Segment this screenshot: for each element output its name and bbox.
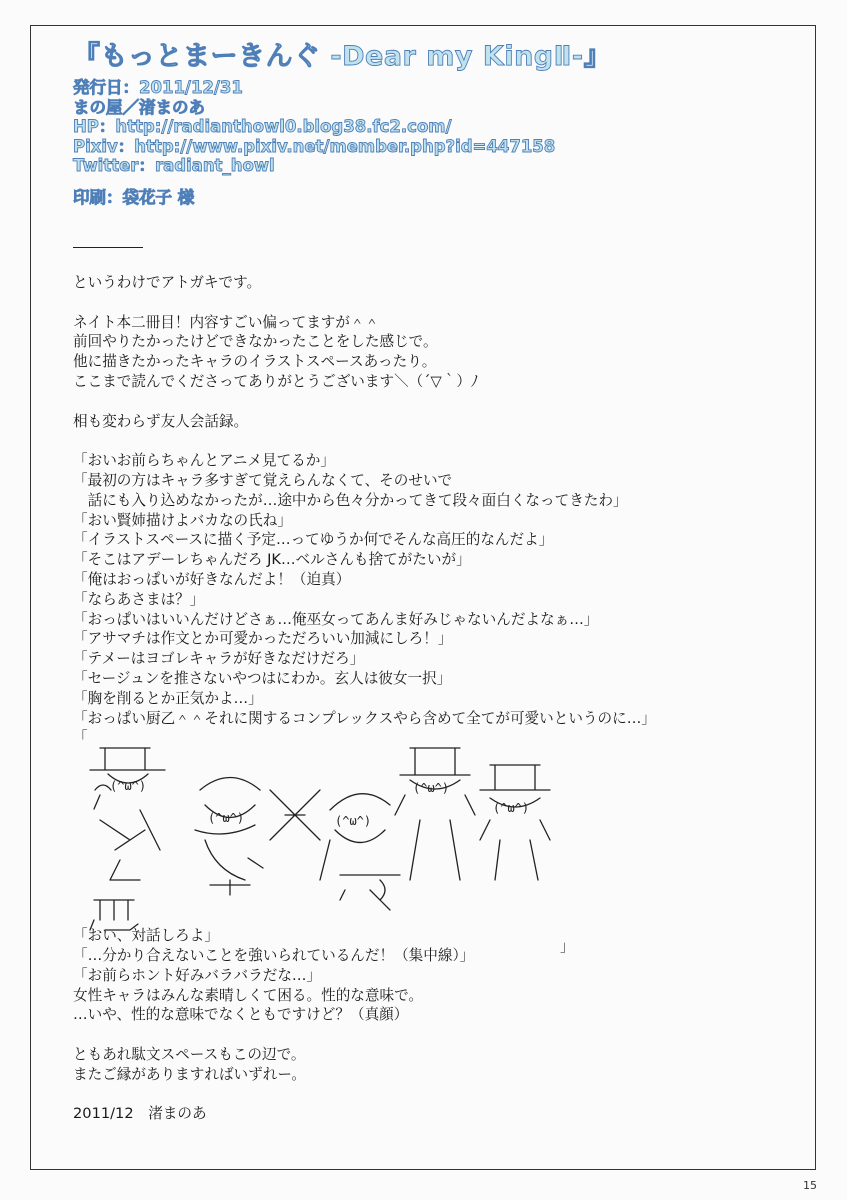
dialogue-line: 「 xyxy=(73,729,88,747)
dialogue-line: 「おいお前らちゃんとアニメ見てるか」 xyxy=(73,452,335,470)
dialogue-line: …いや、性的な意味でなくともですけど？（真顔） xyxy=(73,1006,409,1024)
cross-mark xyxy=(270,790,320,840)
figure-hat-left xyxy=(90,748,165,770)
dialogue-line: 「テメーはヨゴレキャラが好きなだけだろ」 xyxy=(73,650,365,668)
colophon xyxy=(73,40,611,207)
dialogue-line: 「おっぱい厨乙＾＾それに関するコンプレックスやら含めて全てが可愛いというのに…」 xyxy=(73,709,656,727)
dialogue-line: 「おっぱいはいいんだけどさぁ…俺巫女ってあんま好みじゃないんだよなぁ…」 xyxy=(73,610,599,628)
para1-line: ここまで読んでくださってありがとうございます＼（´▽｀）ﾉ xyxy=(73,372,479,390)
para1-line: 他に描きたかったキャラのイラストスペースあったり。 xyxy=(73,353,437,371)
dialogue-line: 「アサマチは作文とか可愛かっただろいい加減にしろ！」 xyxy=(73,630,453,648)
pixiv-url: Pixiv：http://www.pixiv.net/member.php?id=447158 xyxy=(73,136,556,156)
closing-line: またご縁がありますればいずれー。 xyxy=(73,1065,306,1083)
signature: 2011/12 渚まのあ xyxy=(73,1105,207,1123)
dialogue-line: 「俺はおっぱいが好きなんだよ！（迫真） xyxy=(73,570,351,588)
dialogue-line: 「おい、対話しろよ」 xyxy=(73,927,219,945)
closing-line: ともあれ駄文スペースもこの辺で。 xyxy=(73,1045,306,1063)
dialogue-line: 「そこはアデーレちゃんだろ JK…ベルさんも捨てがたいが」 xyxy=(73,551,471,569)
dialogue-line: 「最初の方はキャラ多すぎて覚えらんなくて、そのせいで xyxy=(73,471,453,489)
dialogue-line: 「…分かり合えないことを強いられているんだ！（集中線）」 xyxy=(73,946,475,964)
divider xyxy=(73,247,143,248)
circle-name: まの屋／渚まのあ xyxy=(73,97,205,117)
homepage-url: HP：http://radianthowl0.blog38.fc2.com/ xyxy=(73,117,452,136)
face-glyph: (^ω^) xyxy=(208,811,245,825)
dialogue-line: 「イラストスペースに描く予定…ってゆうか何でそんな高圧的なんだよ」 xyxy=(73,531,554,549)
face-glyph: (^ω^) xyxy=(413,781,450,795)
para1-line: ネイト本二冊目！内容すごい偏ってますが＾＾ xyxy=(73,313,380,331)
face-glyph: (^ω^) xyxy=(110,779,147,793)
face-glyph: (^ω^) xyxy=(493,801,530,815)
figure-face-mid-left xyxy=(195,778,263,896)
dialogue-line: 「おい賢姉描けよバカなの氏ね」 xyxy=(73,511,292,529)
intro-line: というわけでアトガキです。 xyxy=(73,274,262,291)
publish-date: 発行日：2011/12/31 xyxy=(73,78,243,97)
dialogue-line: 「胸を削るとか正気かよ…」 xyxy=(73,689,263,707)
page-number: 15 xyxy=(803,1179,817,1192)
dialogue-line: 女性キャラはみんな素晴しくて困る。性的な意味で。 xyxy=(73,986,423,1004)
figure-hat-right xyxy=(400,748,470,775)
ascii-art-figures xyxy=(80,740,640,960)
dialogue-line: 「ならあさまは？」 xyxy=(73,590,205,608)
figure-face-mid-right xyxy=(320,794,400,910)
book-title: 『もっとまーきんぐ -Dear my KingⅡ-』 xyxy=(73,41,612,72)
para2-line: 相も変わらず友人会話録。 xyxy=(73,412,249,430)
closing-bracket: 」 xyxy=(560,938,575,955)
dialogue-line: 「セージュンを推さないやつはにわか。玄人は彼女一択」 xyxy=(73,669,452,687)
para1-line: 前回やりたかったけどできなかったことをした感じで。 xyxy=(73,333,438,351)
face-glyph: (^ω^) xyxy=(335,814,372,828)
dialogue-line: 「お前らホント好みバラバラだな…」 xyxy=(73,966,322,984)
dialogue-line: 話にも入り込めなかったが…途中から色々分かってきて段々面白くなってきたわ」 xyxy=(73,491,628,509)
afterword-text xyxy=(73,273,793,1124)
printer-credit: 印刷：袋花子 様 xyxy=(73,187,195,207)
figure-hat-far-right xyxy=(480,765,550,790)
twitter-handle: Twitter：radiant_howl xyxy=(73,156,275,175)
